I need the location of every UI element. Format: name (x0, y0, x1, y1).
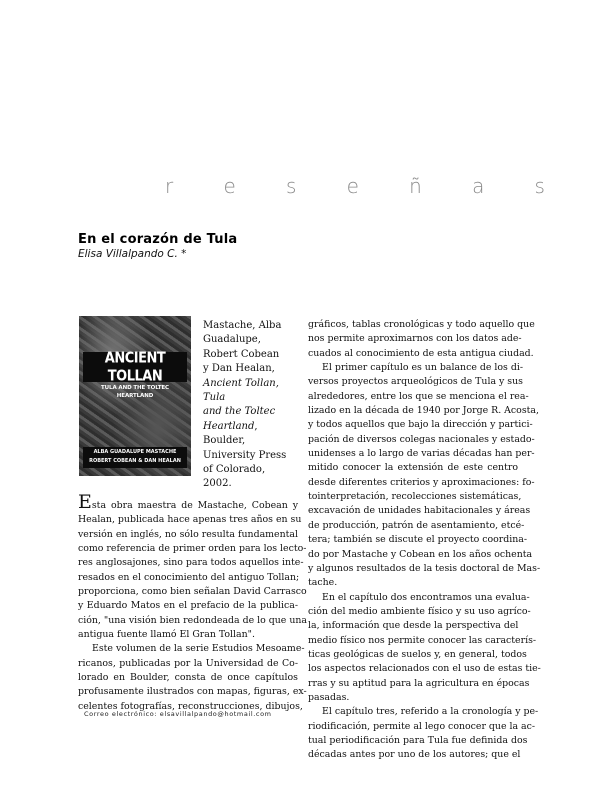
body-line: medio físico nos permite conocer las caracterís- (308, 634, 537, 646)
bib-year: 2002. (203, 478, 232, 490)
drop-cap: E (78, 491, 92, 513)
cover-authors-band (83, 447, 187, 468)
body-line: tointerpretación, recolecciones sistemáticas, (308, 491, 522, 503)
body-line: riodificación, permite al lego conocer que la ac- (308, 720, 536, 732)
body-line: décadas antes por uno de los autores; que el (308, 749, 521, 761)
body-column-right (308, 318, 541, 763)
body-line: ticas geológicas de suelos y, en general, todos (308, 648, 527, 660)
body-line: cuados al conocimiento de esta antigua ciudad. (308, 347, 534, 359)
bib-authors: y Dan Healan, (203, 363, 275, 375)
body-line: rras y su aptitud para la agricultura en épocas (308, 677, 530, 689)
section-header-letter: e (223, 174, 236, 198)
body-line: ricanos, publicadas por la Universidad de Co- (78, 657, 298, 669)
body-line: Healan, publicada hace apenas tres años en su (78, 514, 302, 526)
bib-publisher: of Colorado, (203, 464, 266, 476)
section-header-letter: s (534, 174, 545, 198)
cover-authors-line: ROBERT COBEAN & DAN HEALAN (89, 458, 181, 464)
body-line: lizado en la década de 1940 por Jorge R. Acosta, (308, 405, 539, 417)
bib-authors: Robert Cobean (203, 348, 280, 360)
body-line: gráficos, tablas cronológicas y todo aquello que (308, 319, 535, 330)
body-column-left (78, 491, 307, 714)
body-line: y algunos resultados de la tesis doctoral de Mas- (308, 562, 541, 574)
body-line: pasadas. (308, 691, 350, 703)
section-header-letter: e (346, 174, 359, 198)
body-line: ción, "una visión bien redondeada de lo que una (78, 614, 307, 626)
section-header-letter: r (165, 174, 174, 198)
body-line: profusamente ilustrados con mapas, figuras, ex- (78, 686, 307, 698)
body-line: lorado en Boulder, consta de once capítulos (78, 672, 298, 684)
body-line: los aspectos relacionados con el uso de estas tie- (308, 663, 541, 675)
bibliographic-reference (203, 319, 298, 492)
body-line: mitido conocer la extensión de este centro (308, 462, 518, 474)
cover-title: ANCIENT TOLLAN (104, 349, 166, 386)
body-line: nos permite aproximarnos con los datos ade- (308, 333, 522, 345)
body-line: y todos aquellos que bajo la dirección y partici- (308, 419, 533, 431)
body-line: res anglosajones, sino para todos aquellos inte- (78, 557, 304, 569)
bib-city: Boulder, (203, 435, 246, 447)
bib-book-title: Heartland (203, 420, 255, 432)
book-cover-image (79, 316, 191, 476)
body-line: como referencia de primer orden para los lecto- (78, 543, 307, 555)
body-line: El primer capítulo es un balance de los di- (322, 362, 523, 374)
bib-authors: Mastache, Alba (203, 320, 282, 331)
body-line: proporciona, como bien señalan David Carrasco (78, 586, 307, 598)
body-line: tera; también se discute el proyecto coordina- (308, 534, 528, 546)
body-line: versión en inglés, no sólo resulta fundamental (78, 528, 298, 540)
bib-book-title: Ancient Tollan, Tula (203, 377, 279, 404)
body-line: tache. (308, 577, 338, 589)
article-title: En el corazón de Tula (78, 232, 238, 247)
body-line: unidenses a lo largo de varias décadas han per- (308, 448, 535, 460)
bib-book-title: and the Toltec (203, 406, 276, 418)
section-header-letter: s (285, 174, 297, 198)
body-line: desde diferentes criterios y aproximaciones: fo- (308, 476, 535, 488)
body-line: de producción, patrón de asentamiento, etcé- (308, 519, 525, 531)
bib-publisher: University Press (203, 449, 287, 461)
bib-punct: , (254, 420, 258, 432)
author-email-footnote: Correo electrónico: elsavillalpando@hotmail.com (84, 710, 272, 718)
bib-authors: Guadalupe, (203, 334, 261, 346)
body-line: resados en el conocimiento del antiguo Tollan; (78, 571, 300, 583)
body-line: antigua fuente llamó El Gran Tollan". (78, 629, 255, 641)
cover-title-band (83, 349, 187, 399)
cover-subtitle: TULA AND THE TOLTEC HEARTLAND (101, 385, 169, 399)
body-line: do por Mastache y Cobean en los años ochenta (308, 548, 533, 560)
section-header-letter: ñ (409, 174, 422, 198)
body-line: El capítulo tres, referido a la cronología y pe- (322, 706, 539, 718)
cover-authors-line: ALBA GUADALUPE MASTACHE (93, 449, 177, 455)
body-line: y Eduardo Matos en el prefacio de la publica- (78, 600, 298, 612)
body-line: pación de diversos colegas nacionales y estado- (308, 433, 535, 445)
body-line: ción del medio ambiente físico y su uso agríco- (308, 605, 531, 617)
body-line: la, información que desde la perspectiva del (308, 620, 519, 632)
body-line: excavación de unidades habitacionales y áreas (308, 505, 531, 517)
body-line: celentes fotografías, reconstrucciones, dibujos, (78, 700, 303, 712)
body-line: Esta obra maestra de Mastache, Cobean y (78, 491, 298, 513)
body-line: En el capítulo dos encontramos una evalua- (322, 591, 530, 603)
body-line: versos proyectos arqueológicos de Tula y sus (308, 376, 523, 388)
section-header-resenas (165, 174, 545, 198)
body-line: tual periodificación para Tula fue definida dos (308, 734, 528, 746)
article-author: Elisa Villalpando C. * (78, 248, 187, 260)
section-header-letter: a (472, 174, 485, 198)
body-line: alrededores, entre los que se menciona el rea- (308, 390, 529, 402)
body-line: Este volumen de la serie Estudios Mesoame- (92, 643, 305, 655)
